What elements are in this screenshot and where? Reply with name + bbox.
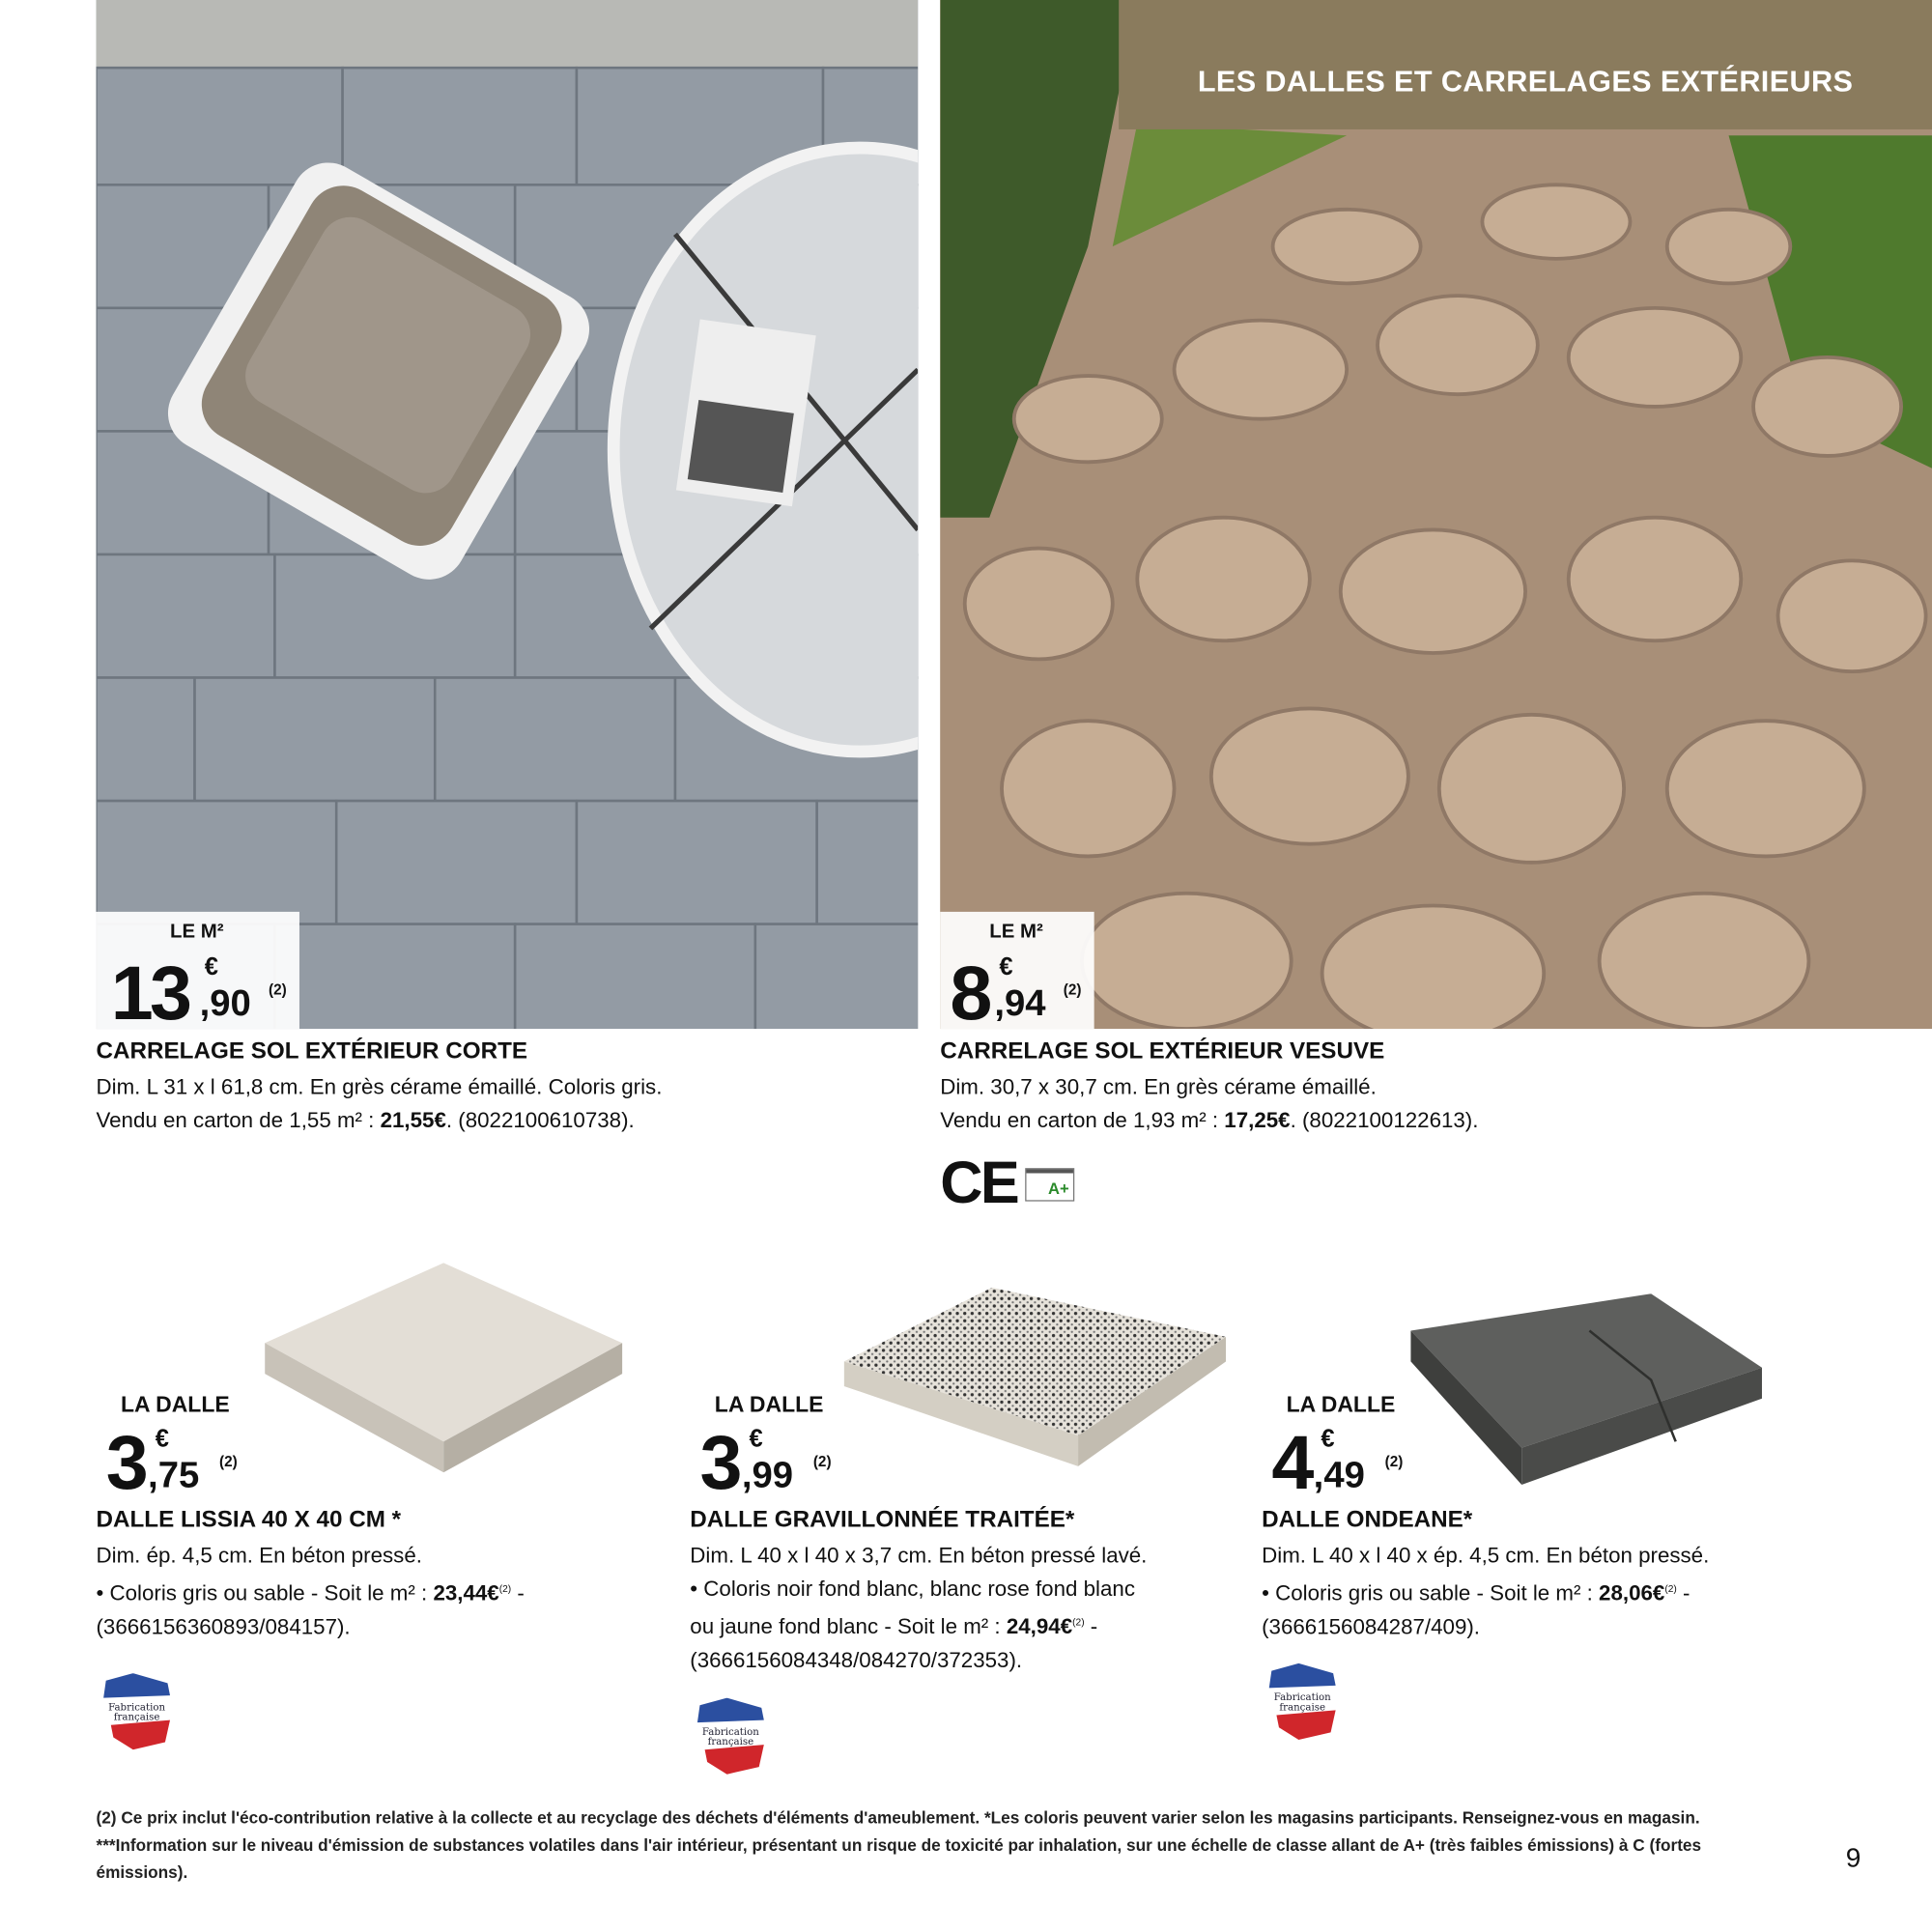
svg-text:Fabrication: Fabrication [1273, 1692, 1331, 1704]
dash: - [511, 1580, 525, 1605]
product-carton [96, 1104, 662, 1137]
product-desc: Dim. L 40 x l 40 x 3,7 cm. En béton pressé lavé. [690, 1542, 1148, 1568]
corte-tile-photo [96, 0, 918, 1029]
product-lissia [96, 1392, 663, 1643]
carton-ref: . (8022100122613). [1290, 1107, 1479, 1133]
price-integer: 3 [699, 1420, 739, 1506]
carton-price: 21,55€ [380, 1107, 446, 1133]
color-text-2: ou jaune fond blanc - Soit le m² : [690, 1613, 1007, 1639]
svg-text:française: française [113, 1712, 160, 1723]
price-unit: LE M² [989, 922, 1043, 943]
ce-mark-icon: CE [940, 1151, 1018, 1216]
price-note: (2) [219, 1452, 238, 1470]
price-note: (2) [1384, 1452, 1404, 1470]
product-desc: Dim. 30,7 x 30,7 cm. En grès cérame émaillé. [940, 1074, 1377, 1099]
m2-price: 23,44€ [433, 1580, 499, 1605]
price-cents: ,94 [994, 982, 1046, 1024]
price-tag-vesuve [940, 912, 1094, 1037]
price-currency: € [749, 1425, 763, 1453]
price-integer: 4 [1271, 1420, 1311, 1506]
svg-text:Fabrication: Fabrication [108, 1702, 166, 1714]
emission-label-icon: A+ [1025, 1168, 1074, 1201]
svg-text:française: française [707, 1737, 754, 1748]
price-integer: 13 [110, 951, 189, 1037]
product-title: DALLE LISSIA 40 X 40 CM * [96, 1506, 402, 1533]
vesuve-tile-photo [940, 0, 1932, 1029]
price-currency: € [204, 953, 218, 981]
fabrication-francaise-logo-icon [690, 1698, 771, 1777]
product-title: CARRELAGE SOL EXTÉRIEUR CORTE [96, 1038, 528, 1065]
price-unit: LA DALLE [120, 1392, 230, 1417]
product-desc: Dim. ép. 4,5 cm. En béton pressé. [96, 1542, 422, 1568]
product-corte [96, 1038, 662, 1137]
m2-price: 28,06€ [1599, 1580, 1665, 1605]
color-text: • Coloris noir fond blanc, blanc rose fond blanc [690, 1576, 1135, 1601]
product-ref: (3666156084287/409). [1262, 1613, 1481, 1639]
svg-text:française: française [1279, 1702, 1325, 1714]
product-desc: Dim. L 40 x l 40 x ép. 4,5 cm. En béton pressé. [1262, 1542, 1710, 1568]
price-cents: ,75 [148, 1455, 200, 1496]
footnotes [96, 1805, 1734, 1887]
dash: - [1084, 1613, 1098, 1639]
price-cents: ,99 [741, 1455, 794, 1496]
price-unit: LE M² [170, 922, 224, 943]
product-gravillonnee [690, 1392, 1257, 1676]
m2-note: (2) [1072, 1616, 1085, 1628]
price-cents: ,90 [199, 982, 251, 1024]
section-title: LES DALLES ET CARRELAGES EXTÉRIEURS [1197, 64, 1854, 99]
svg-text:Fabrication: Fabrication [701, 1726, 759, 1738]
product-desc: Dim. L 31 x l 61,8 cm. En grès cérame émaillé. Coloris gris. [96, 1074, 663, 1099]
product-title: DALLE ONDEANE* [1262, 1506, 1473, 1533]
m2-note: (2) [1664, 1583, 1677, 1595]
product-ondeane [1262, 1392, 1829, 1643]
section-banner [1119, 0, 1932, 129]
price-note: (2) [269, 980, 287, 999]
dash: - [1676, 1580, 1690, 1605]
product-carton [940, 1104, 1478, 1137]
color-text: • Coloris gris ou sable - Soit le m² : [96, 1580, 434, 1605]
footnote-eco: (2) Ce prix inclut l'éco-contribution relative à la collecte et au recyclage des déchets d'éléments d'ameublement. *Les coloris peuvent varier selon les magasins participants. Renseignez-vous en magasin. [96, 1808, 1700, 1828]
product-title: CARRELAGE SOL EXTÉRIEUR VESUVE [940, 1038, 1385, 1065]
price-integer: 3 [105, 1420, 145, 1506]
product-ref: (3666156084348/084270/372353). [690, 1647, 1023, 1672]
footnote-emission: ***Information sur le niveau d'émission de substances volatiles dans l'air intérieur, présentant un risque de toxicité par inhalation, sur une échelle de classe allant de A+ (très faibles émissions) à C (fortes émissions). [96, 1835, 1702, 1882]
m2-note: (2) [498, 1583, 512, 1595]
fabrication-francaise-logo-icon [1262, 1663, 1343, 1743]
price-currency: € [999, 953, 1013, 981]
price-currency: € [1321, 1425, 1335, 1453]
product-vesuve [940, 1038, 1479, 1216]
price-note: (2) [812, 1452, 832, 1470]
color-text: • Coloris gris ou sable - Soit le m² : [1262, 1580, 1600, 1605]
carton-text: Vendu en carton de 1,93 m² : [940, 1107, 1225, 1133]
page-number: 9 [1845, 1841, 1861, 1873]
carton-text: Vendu en carton de 1,55 m² : [96, 1107, 381, 1133]
carton-price: 17,25€ [1224, 1107, 1291, 1133]
price-note: (2) [1063, 980, 1082, 999]
carton-ref: . (8022100610738). [445, 1107, 635, 1133]
price-cents: ,49 [1313, 1455, 1365, 1496]
price-currency: € [155, 1425, 169, 1453]
product-title: DALLE GRAVILLONNÉE TRAITÉE* [690, 1506, 1075, 1533]
product-ref: (3666156360893/084157). [96, 1613, 351, 1639]
fabrication-francaise-logo-icon [96, 1673, 177, 1752]
price-unit: LA DALLE [1286, 1392, 1396, 1417]
m2-price: 24,94€ [1006, 1613, 1073, 1639]
price-unit: LA DALLE [714, 1392, 824, 1417]
price-integer: 8 [950, 951, 989, 1037]
price-tag-corte [96, 912, 298, 1037]
